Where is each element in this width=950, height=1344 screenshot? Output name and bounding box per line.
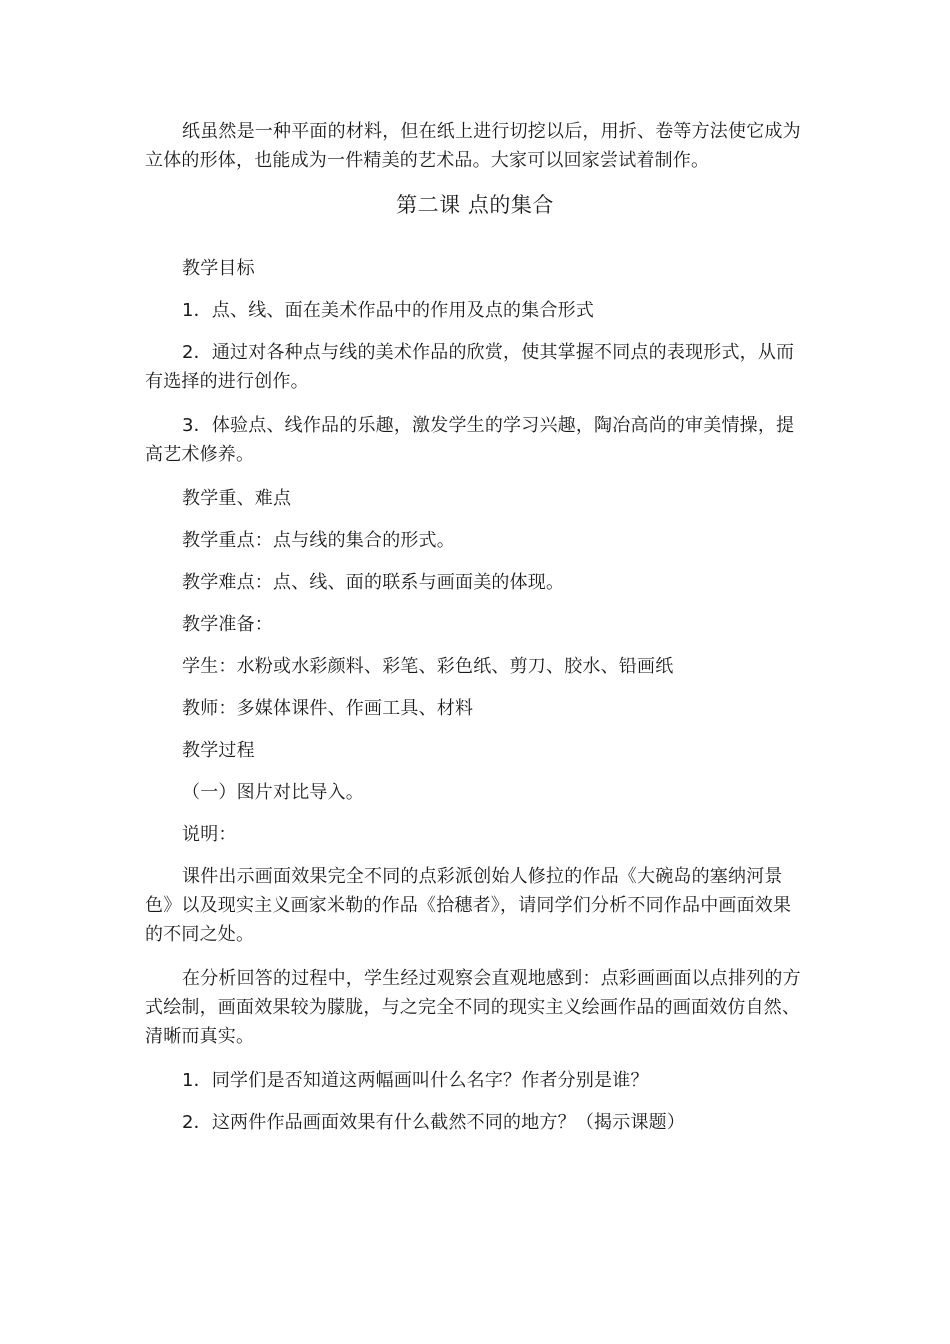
process-heading: 教学过程 [182,740,255,761]
intro-paragraph: 纸虽然是一种平面的材料，但在纸上进行切挖以后，用折、卷等方法使它成为立体的形体，也能成为一件精美的艺术品。大家可以回家尝试着制作。 [145,121,801,171]
objective-item: 1．点、线、面在美术作品中的作用及点的集合形式 [182,300,595,321]
explain-paragraph: 课件出示画面效果完全不同的点彩派创始人修拉的作品《大碗岛的塞纳河景色》以及现实主义画家米勒的作品《拾穗者》，请同学们分析不同作品中画面效果的不同之处。 [145,866,792,945]
objective-item: 2．通过对各种点与线的美术作品的欣赏，使其掌握不同点的表现形式，从而有选择的进行创作。 [145,342,795,392]
objectives-heading: 教学目标 [182,258,255,279]
focus-key: 教学重点：点与线的集合的形式。 [182,530,455,551]
focus-difficult: 教学难点：点、线、面的联系与画面美的体现。 [182,572,565,593]
explain-paragraph: 在分析回答的过程中，学生经过观察会直观地感到：点彩画画面以点排列的方式绘制，画面效果较为朦胧，与之完全不同的现实主义绘画作品的画面效仿自然、清晰而真实。 [145,968,801,1047]
focus-heading: 教学重、难点 [182,488,292,509]
prep-teacher: 教师：多媒体课件、作画工具、材料 [182,698,474,719]
explain-heading: 说明： [182,824,237,845]
question-item: 1．同学们是否知道这两幅画叫什么名字？作者分别是谁？ [182,1070,649,1091]
objective-item: 3．体验点、线作品的乐趣，激发学生的学习兴趣，陶冶高尚的审美情操，提高艺术修养。 [145,415,795,465]
prep-heading: 教学准备： [182,614,273,635]
prep-student: 学生：水粉或水彩颜料、彩笔、彩色纸、剪刀、胶水、铅画纸 [182,656,674,677]
question-item: 2．这两件作品画面效果有什么截然不同的地方？（揭示课题） [182,1112,686,1133]
process-step: （一）图片对比导入。 [182,782,364,803]
lesson-title: 第二课 点的集合 [396,193,554,217]
